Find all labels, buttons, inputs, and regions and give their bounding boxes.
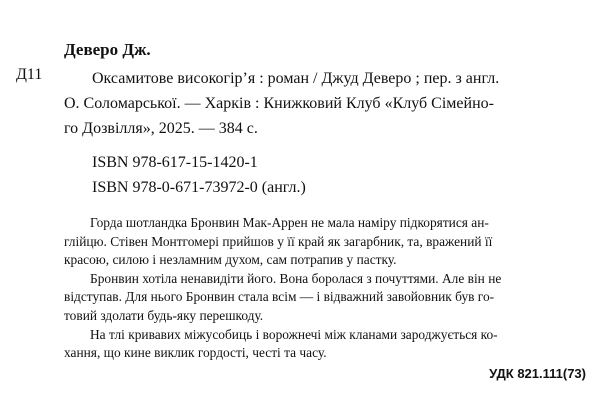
annotation-line: хання, що кине виклик гордості, честі та часу. [64,345,327,361]
annotation-line: Бронвин хотіла ненавидіти його. Вона боролася з почуттями. Але він не [90,270,502,286]
author-heading: Деверо Дж. [64,40,151,59]
classification-code: Д11 [16,66,43,83]
bibliographic-line: О. Соломарської. — Харків : Книжковий Клуб «Клуб Сімейно- [64,95,494,112]
bibliographic-description [64,66,592,141]
udk-code: УДК 821.111(73) [489,366,586,381]
bibliographic-line: Оксамитове високогір’я : роман / Джуд Деверо ; пер. з англ. [92,70,500,87]
annotation [64,214,584,363]
annotation-line: красою, силою і незламним духом, сам потрапив у пастку. [64,252,397,268]
annotation-line: На тлі кривавих міжусобиць і ворожнечі між кланами зароджується ко- [90,326,498,342]
annotation-line: відступав. Для нього Бронвин стала всім — і відважний завойовник був го- [64,289,495,305]
annotation-line: товий здолати будь-яку перешкоду. [64,307,264,323]
isbn-line: ISBN 978-0-671-73972-0 (англ.) [92,179,306,196]
annotation-line: глійцю. Стівен Монтгомері прийшов у її край як загарбник, та, вражений її [64,233,493,249]
annotation-line: Горда шотландка Бронвин Мак-Аррен не мала наміру підкорятися ан- [90,215,489,230]
isbn-line: ISBN 978-617-15-1420-1 [92,154,258,171]
isbn-block [92,150,306,200]
bibliographic-line: го Дозвілля», 2025. — 384 с. [64,120,258,137]
